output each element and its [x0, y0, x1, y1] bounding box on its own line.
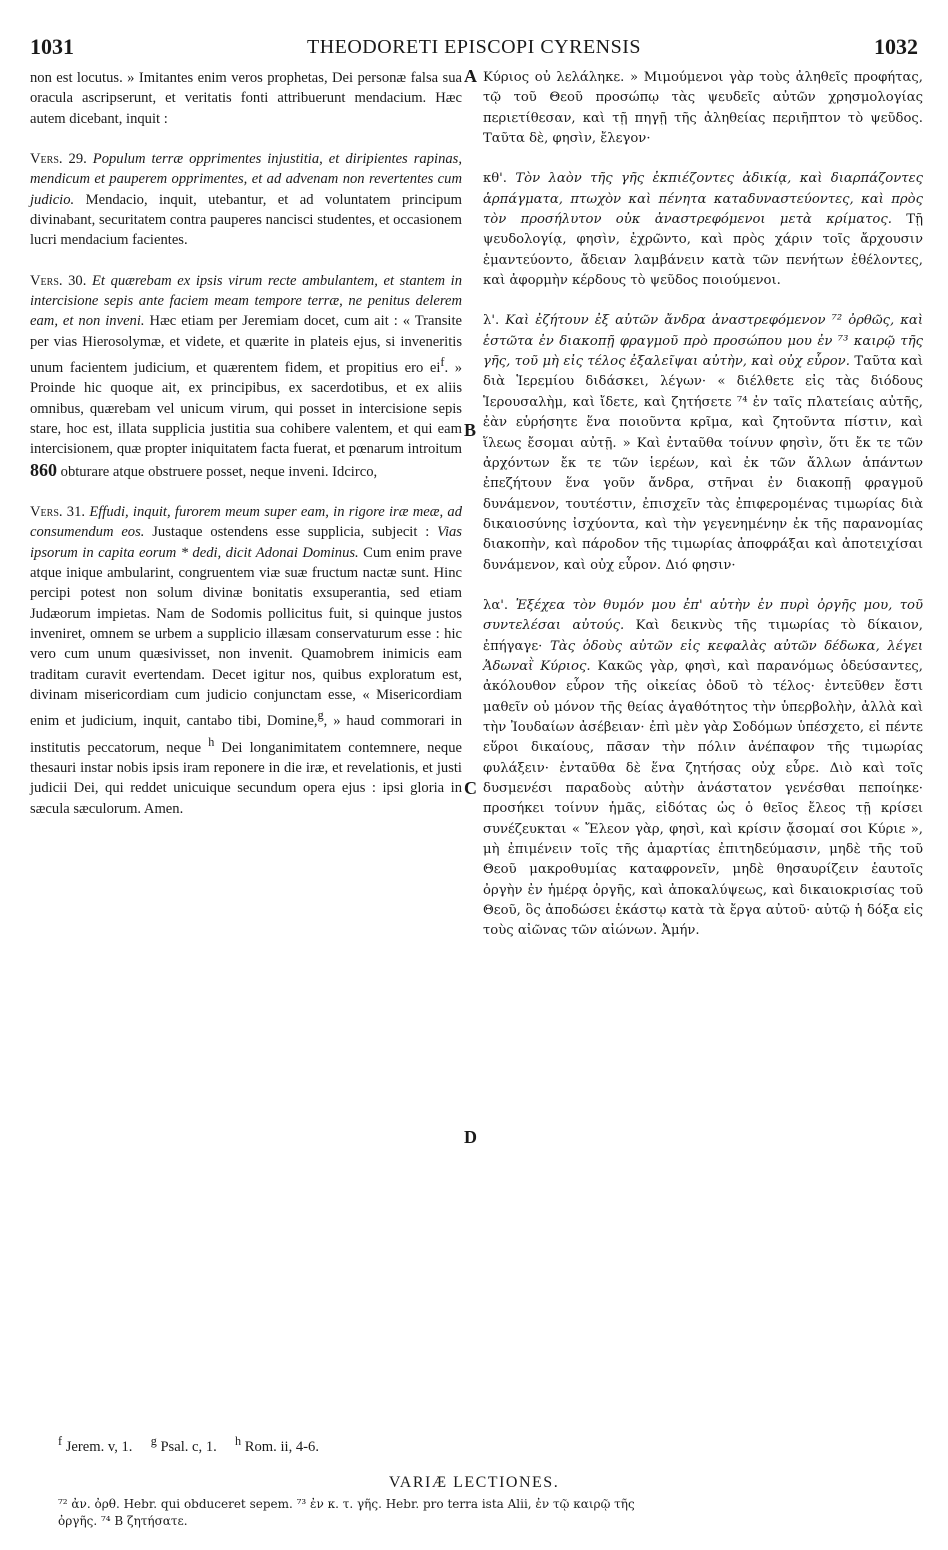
latin-verse-29 — [30, 149, 462, 251]
verse-label: Vers. 31. — [30, 504, 86, 521]
latin-verse-31 — [30, 502, 462, 819]
verse-text: Effudi, inquit, furorem meum super eam, in rigore iræ meæ, ad consumendum eos. — [30, 504, 462, 541]
commentary-text: . » Proinde hic quoque ait, ex principibus, ex sacerdotibus, et ex aliis omnibus, quærebam vel unicum virum, qui posset in intercisione sepis stare, hoc est, illata supplicia justitia sua cohibere valentem, et qui eam intercisionem, quæ propter iniquitatem facta fuerat, et pœnarum introitum — [30, 359, 463, 458]
footnote-mark: h — [235, 1434, 242, 1448]
column-number-left: 1031 — [30, 34, 74, 59]
verse-label: λ'. — [483, 313, 500, 329]
footnote-marker-g: g — [317, 708, 324, 723]
latin-column — [30, 68, 462, 819]
verse-label: Vers. 29. — [30, 151, 87, 168]
footnote-marker-f: f — [440, 355, 445, 370]
greek-column — [483, 68, 923, 942]
greek-intro: Κύριος οὐ λελάληκε. » Μιμούμενοι γὰρ τοὺς ἀληθεῖς προφήτας, τῷ τοῦ Θεοῦ προσώπῳ τὰς ψευδεῖς αὐτῶν χρησμολογίας περιετίθεσαν, καὶ τῇ πηγῇ τῆς ἀληθείας περιῆπτον τὸ ψεῦδος. Ταῦτα δὲ, φησὶν, ἔλεγον· — [483, 70, 923, 147]
commentary-text: Ταῦτα καὶ διὰ Ἱερεμίου διδάσκει, λέγων· « διέλθετε εἰς τὰς διόδους Ἱερουσαλὴμ, καὶ ἴδετε, καὶ ζητήσετε ⁷⁴ ἐν ταῖς πλατείαις αὐτῆς, ἐὰν εὑρήσητε ἕνα ποιοῦντα κρῖμα, καὶ ζητοῦντα πίστιν, καὶ ἵλεως ἔσομαι αὐτῇ. » Καὶ ἐνταῦθα τοίνυν φησὶν, ὅτι ἔκ τε τῶν ἀρχόντων ἔκ τε τῶν ἱερέων, καὶ ἐκ τῶν ἄλλων ἁπάντων ἐπεζήτουν ἕνα γοῦν ἄνδρα, στῆναι ἐν διακοπῇ φραγμοῦ δυνάμενον, τουτέστιν, ἐπισχεῖν τὰς ἐπιφερομένας τιμωρίας διὰ δικαιοσύνης ἰσχύοντα, καὶ τὴν γεγενημένην ἐκ τῆς παρανομίας διακοπὴν, καὶ πάροδον τῆς τιμωρίας ἀποφράξαι καὶ ἀποτειχίσαι δυνάμενον, καὶ οὐχ εὗρον. Διό φησιν· — [483, 354, 923, 573]
footnote-text: Rom. ii, 4-6. — [244, 1438, 319, 1455]
footnote-text: Psal. c, 1. — [160, 1438, 217, 1455]
column-number-right: 1032 — [874, 34, 918, 59]
running-title: THEODORETI EPISCOPI CYRENSIS — [306, 36, 642, 58]
margin-letter-b: B — [464, 420, 477, 440]
commentary-text: Mendacio, inquit, utebantur, et ad voluntatem principum divinabant, securitatem contra pauperes nancisci studentes, et occasionem lucri mendacium facientes. — [30, 191, 462, 249]
verse-text: Ἐξέχεα τὸν θυμόν μου ἐπ' αὐτὴν ἐν πυρὶ ὀργῆς μου, τοῦ συντελέσαι αὐτούς. — [483, 597, 923, 634]
latin-intro: non est locutus. » Imitantes enim veros prophetas, Dei personæ falsa sua oracula ascripserunt, et veritatis fonti attribuerunt mendacium. Hæc autem dicebant, inquit : — [30, 70, 462, 127]
commentary-text: Cum enim prave atque inique ambularint, congruentem viæ suæ fructum nactæ sunt. Hinc percipi potest non solum divinæ bonitatis exsuperantia, sed etiam Judæorum impietas. Nam de Sodomis pollicitus fuit, si quinque justos inveniret, omnem se urbem a supplicio illæsam conservaturum esse : hic vero cum unum quæsivisset, non invenit. Quamobrem inimicis eam traditam curavit evertendam. Decet igitur nos, quibus exploratum est, divinam misericordiam cum judicio conjunctam esse, « Misericordiam enim et judicium, inquit, cantabo tibi, Domine, — [30, 544, 462, 730]
footnote-marker-h: h — [208, 734, 215, 749]
commentary-text: Κακῶς γὰρ, φησὶ, καὶ παρανόμως ὁδεύσαντες, ἀκόλουθον εὗρον τῆς οἰκείας ὁδοῦ τὸ τέλος· ἐντεῦθεν ἔστι μαθεῖν οὐ μόνον τῆς θείας ἀγαθότητος τὴν ὑπερβολὴν, ἀλλὰ καὶ τὴν Ἰουδαίων ἀσέβειαν· ἐπὶ μὲν γὰρ Σοδόμων ὑπέσχετο, εἰ πέντε εὕροι δικαίους, πᾶσαν τὴν πόλιν ἀνέπαφον τῆς τιμωρίας φυλάξειν· ἐνταῦθα δὲ ἕνα ζητήσας οὐχ εὗρε. Διὸ καὶ τοῖς δυσμενέσι παραδοὺς αὐτὴν ἀνάστατον γενέσθαι πεποίηκε· προσήκει τοίνυν ἡμᾶς, εἰδότας ὡς ὁ θεῖος ἔλεος τῇ κρίσει συνέζευκται « Ἔλεον γὰρ, φησὶ, καὶ κρίσιν ᾄσομαί σοι Κύριε », μὴ ἐπιμένειν τοῖς τῆς ἁμαρτίας ἐπιτηδεύμασιν, μηδὲ τῆς τοῦ Θεοῦ μακροθυμίας καταφρονεῖν, μηδὲ θησαυρίζειν ἑαυτοῖς ὀργὴν ἐν ἡμέρᾳ ὀργῆς, καὶ ἀποκαλύψεως, καὶ δικαιοκρισίας τοῦ Θεοῦ, ὃς ἀποδώσει ἑκάστῳ κατὰ τὰ ἔργα αὐτοῦ· αὐτῷ ἡ δόξα εἰς τοὺς αἰῶνας τῶν αἰώνων. Ἀμήν. — [483, 658, 923, 939]
page-header — [30, 34, 918, 64]
verse-text: Τὸν λαὸν τῆς γῆς ἐκπιέζοντες ἀδικίᾳ, καὶ διαρπάζοντες ἁρπάγματα, πτωχὸν καὶ πένητα καταδυναστεύοντες, καὶ πρὸς τὸν προσήλυτον οὐκ ἀναστρεφόμενοι μετὰ κρίματος. — [483, 171, 923, 228]
scripture-quote: Τὰς ὁδοὺς αὐτῶν εἰς κεφαλὰς αὐτῶν δέδωκα, λέγει Ἀδωναῒ Κύριος. — [483, 638, 923, 674]
verse-text: Populum terræ opprimentes injustitia, et diripientes rapinas, mendicum et pauperem opprimentes, et ad advenam non revertentes cum judicio. — [30, 151, 462, 208]
variant-line: ⁷² ἀν. ὀρθ. Hebr. qui obduceret sepem. ⁷³ ἐν κ. τ. γῆς. Hebr. pro terra ista Alii, ἐν τῷ καιρῷ τῆς — [58, 1497, 635, 1511]
commentary-text: Justaque ostendens esse supplicia, subjecit : — [152, 524, 430, 541]
margin-letter-d: D — [464, 1127, 477, 1147]
scripture-quote: Vias ipsorum in capita eorum * dedi, dicit Adonai Dominus. — [30, 524, 462, 561]
greek-verse-30 — [483, 311, 923, 575]
commentary-text: Dei longanimitatem contemnere, neque thesauri instar nobis ipsis iram reponere in die iræ, et revelationis, et justi judicii Dei, qui reddet unicuique secundum opera ejus : ipsi gloria in sæcula sæculorum. Amen. — [30, 739, 462, 817]
verse-label: κθ'. — [483, 171, 507, 187]
greek-verse-29 — [483, 169, 923, 291]
commentary-text: Hæc etiam per Jeremiam docet, cum ait : « Transite per vias Hierosolymæ, et videte, et quærite in plateis ejus, si inveneritis unum facientem judicium, et quærentem fidem, et propitius ero ei — [30, 313, 463, 376]
greek-verse-31 — [483, 596, 923, 942]
commentary-text: obturare atque obstruere posset, neque inveni. Idcirco, — [60, 463, 378, 480]
variae-lectiones-title: VARIÆ LECTIONES. — [388, 1474, 560, 1491]
commentary-text: , » haud commorari in institutis peccatorum, neque — [30, 713, 462, 756]
footnote-mark: g — [150, 1434, 157, 1448]
page-marker: 860 — [30, 459, 57, 480]
verse-text: Et quærebam ex ipsis virum recte ambulantem, et stantem in intercisione sepis ante faciem meam tempore terræ, ne penitus delerem eam, et non inveni. — [30, 272, 462, 330]
verse-label: Vers. 30. — [30, 272, 87, 289]
verse-text: Καὶ ἐζήτουν ἐξ αὐτῶν ἄνδρα ἀναστρεφόμενον ⁷² ὀρθῶς, καὶ ἑστῶτα ἐν διακοπῇ φραγμοῦ πρὸ προσώπου μου ἐν ⁷³ καιρῷ τῆς γῆς, τοῦ μὴ εἰς τέλος ἐξαλεῖψαι αὐτὴν, καὶ οὐχ εὗρον. — [483, 313, 923, 370]
variae-lectiones — [58, 1496, 920, 1530]
margin-letter-a: A — [464, 66, 477, 86]
variant-line: ὀργῆς. ⁷⁴ B ζητήσατε. — [58, 1514, 188, 1528]
verse-label: λα'. — [483, 597, 509, 613]
footnote-mark: f — [58, 1434, 63, 1448]
margin-letter-c: C — [464, 778, 477, 798]
commentary-text: Τῇ ψευδολογίᾳ, φησὶν, ἐχρῶντο, καὶ πρὸς χάριν τοῖς ἄρχουσιν ἐμαντεύοντο, ἄδειαν λαμβάνειν κατὰ τῶν πενήτων ἐθέλοντες, καὶ ἀφορμὴν κέρδους τὸ ψεῦδος ποιούμενοι. — [483, 212, 923, 289]
commentary-text: Καὶ δεικνὺς τῆς τιμωρίας τὸ δίκαιον, ἐπήγαγε· — [483, 618, 923, 654]
footnote-text: Jerem. v, 1. — [65, 1438, 133, 1455]
footnotes — [58, 1434, 918, 1456]
latin-verse-30 — [30, 271, 462, 482]
